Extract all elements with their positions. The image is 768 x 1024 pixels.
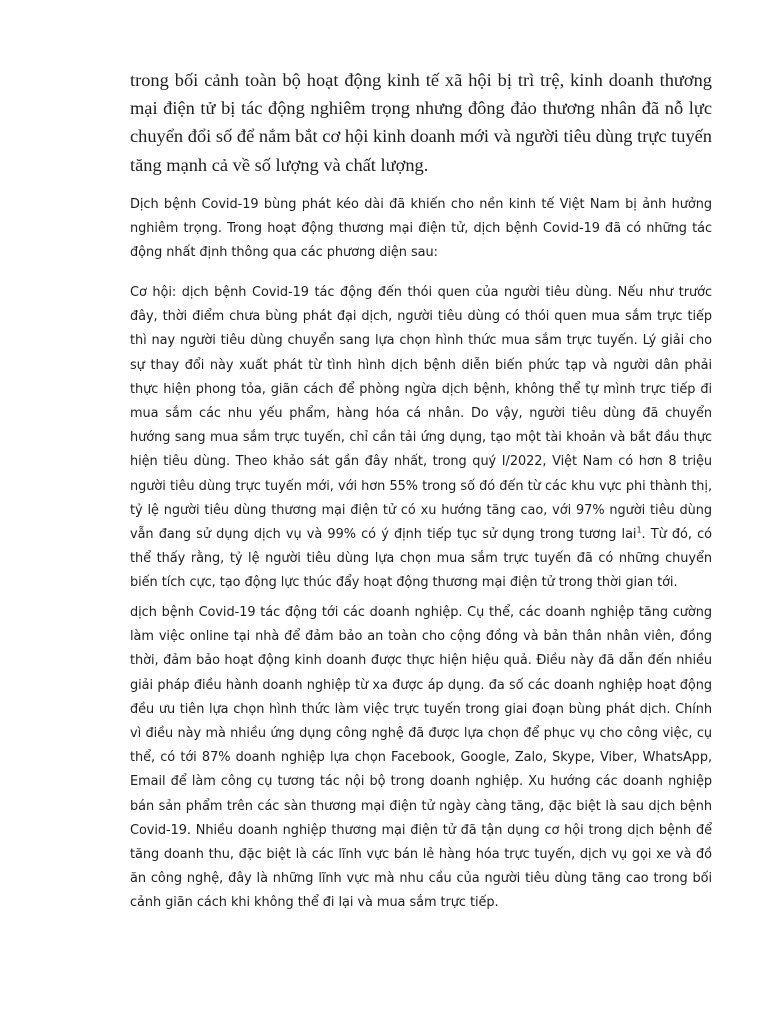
paragraph-covid-impact: Dịch bệnh Covid-19 bùng phát kéo dài đã khiến cho nền kinh tế Việt Nam bị ảnh hưởng nghiêm trọng. Trong hoạt động thương mại điện tử, dịch bệnh Covid-19 đã có những tác động nhất định thông qua các phương diện sau:	[130, 197, 712, 261]
paragraph-opportunity-text-continued: . Từ đó, có thể thấy rằng, tỷ lệ người tiêu dùng lựa chọn mua sắm trực tuyến đã có những chuyển biến tích cực, tạo động lực thúc đẩy hoạt động thương mại điện tử trong thời gian tới.	[130, 527, 712, 591]
paragraph-intro: trong bối cảnh toàn bộ hoạt động kinh tế xã hội bị trì trệ, kinh doanh thương mại điện tử bị tác động nghiêm trọng nhưng đông đảo thương nhân đã nỗ lực chuyển đổi số để nắm bắt cơ hội kinh doanh mới và người tiêu dùng trực tuyến tăng mạnh cả về số lượng và chất lượng.	[130, 70, 712, 175]
paragraph-opportunity-text: Cơ hội: dịch bệnh Covid-19 tác động đến thói quen của người tiêu dùng. Nếu như trước đây, thời điểm chưa bùng phát đại dịch, người tiêu dùng có thói quen mua sắm trực tiếp thì nay người tiêu dùng chuyển sang lựa chọn hình thức mua sắm trực tuyến. Lý giải cho sự thay đổi này xuất phát từ tình hình dịch bệnh diễn biến phức tạp và người dân phải thực hiện phong tỏa, giãn cách để phòng ngừa dịch bệnh, không thể tự mình trực tiếp đi mua sắm các nhu yếu phẩm, hàng hóa cá nhân. Do vậy, người tiêu dùng đã chuyển hướng sang mua sắm trực tuyến, chỉ cần tải ứng dụng, tạo một tài khoản và bắt đầu thực hiện tiêu dùng. Theo khảo sát gần đây nhất, trong quý I/2022, Việt Nam có hơn 8 triệu người tiêu dùng trực tuyến mới, với hơn 55% trong số đó đến từ các khu vực phi thành thị, tỷ lệ người tiêu dùng thương mại điện tử có xu hướng tăng cao, với 97% người tiêu dùng vẫn đang sử dụng dịch vụ và 99% có ý định tiếp tục sử dụng trong tương lai	[130, 285, 712, 543]
paragraph-opportunity	[130, 281, 712, 596]
footnote-marker[interactable]: 1	[636, 525, 642, 535]
paragraph-business-impact: dịch bệnh Covid-19 tác động tới các doanh nghiệp. Cụ thể, các doanh nghiệp tăng cường làm việc online tại nhà để đảm bảo an toàn cho cộng đồng và bản thân nhân viên, đồng thời, đảm bảo hoạt động kinh doanh được thực hiện hiệu quả. Điều này đã dẫn đến nhiều giải pháp điều hành doanh nghiệp từ xa được áp dụng. đa số các doanh nghiệp hoạt động đều ưu tiên lựa chọn hình thức làm việc trực tuyến trong giai đoạn bùng phát dịch. Chính vì điều này mà nhiều ứng dụng công nghệ đã được lựa chọn để phục vụ cho công việc, cụ thể, có tới 87% doanh nghiệp lựa chọn Facebook, Google, Zalo, Skype, Viber, WhatsApp, Email để làm công cụ tương tác nội bộ trong doanh nghiệp. Xu hướng các doanh nghiệp bán sản phẩm trên các sàn thương mại điện tử ngày càng tăng, đặc biệt là sau dịch bệnh Covid-19. Nhiều doanh nghiệp thương mại điện tử đã tận dụng cơ hội trong dịch bệnh để tăng doanh thu, đặc biệt là các lĩnh vực bán lẻ hàng hóa trực tuyến, dịch vụ gọi xe và đồ ăn công nghệ, đây là những lĩnh vực mà nhu cầu của người tiêu dùng tăng cao trong bối cảnh giãn cách khi không thể đi lại và mua sắm trực tiếp.	[130, 605, 712, 911]
